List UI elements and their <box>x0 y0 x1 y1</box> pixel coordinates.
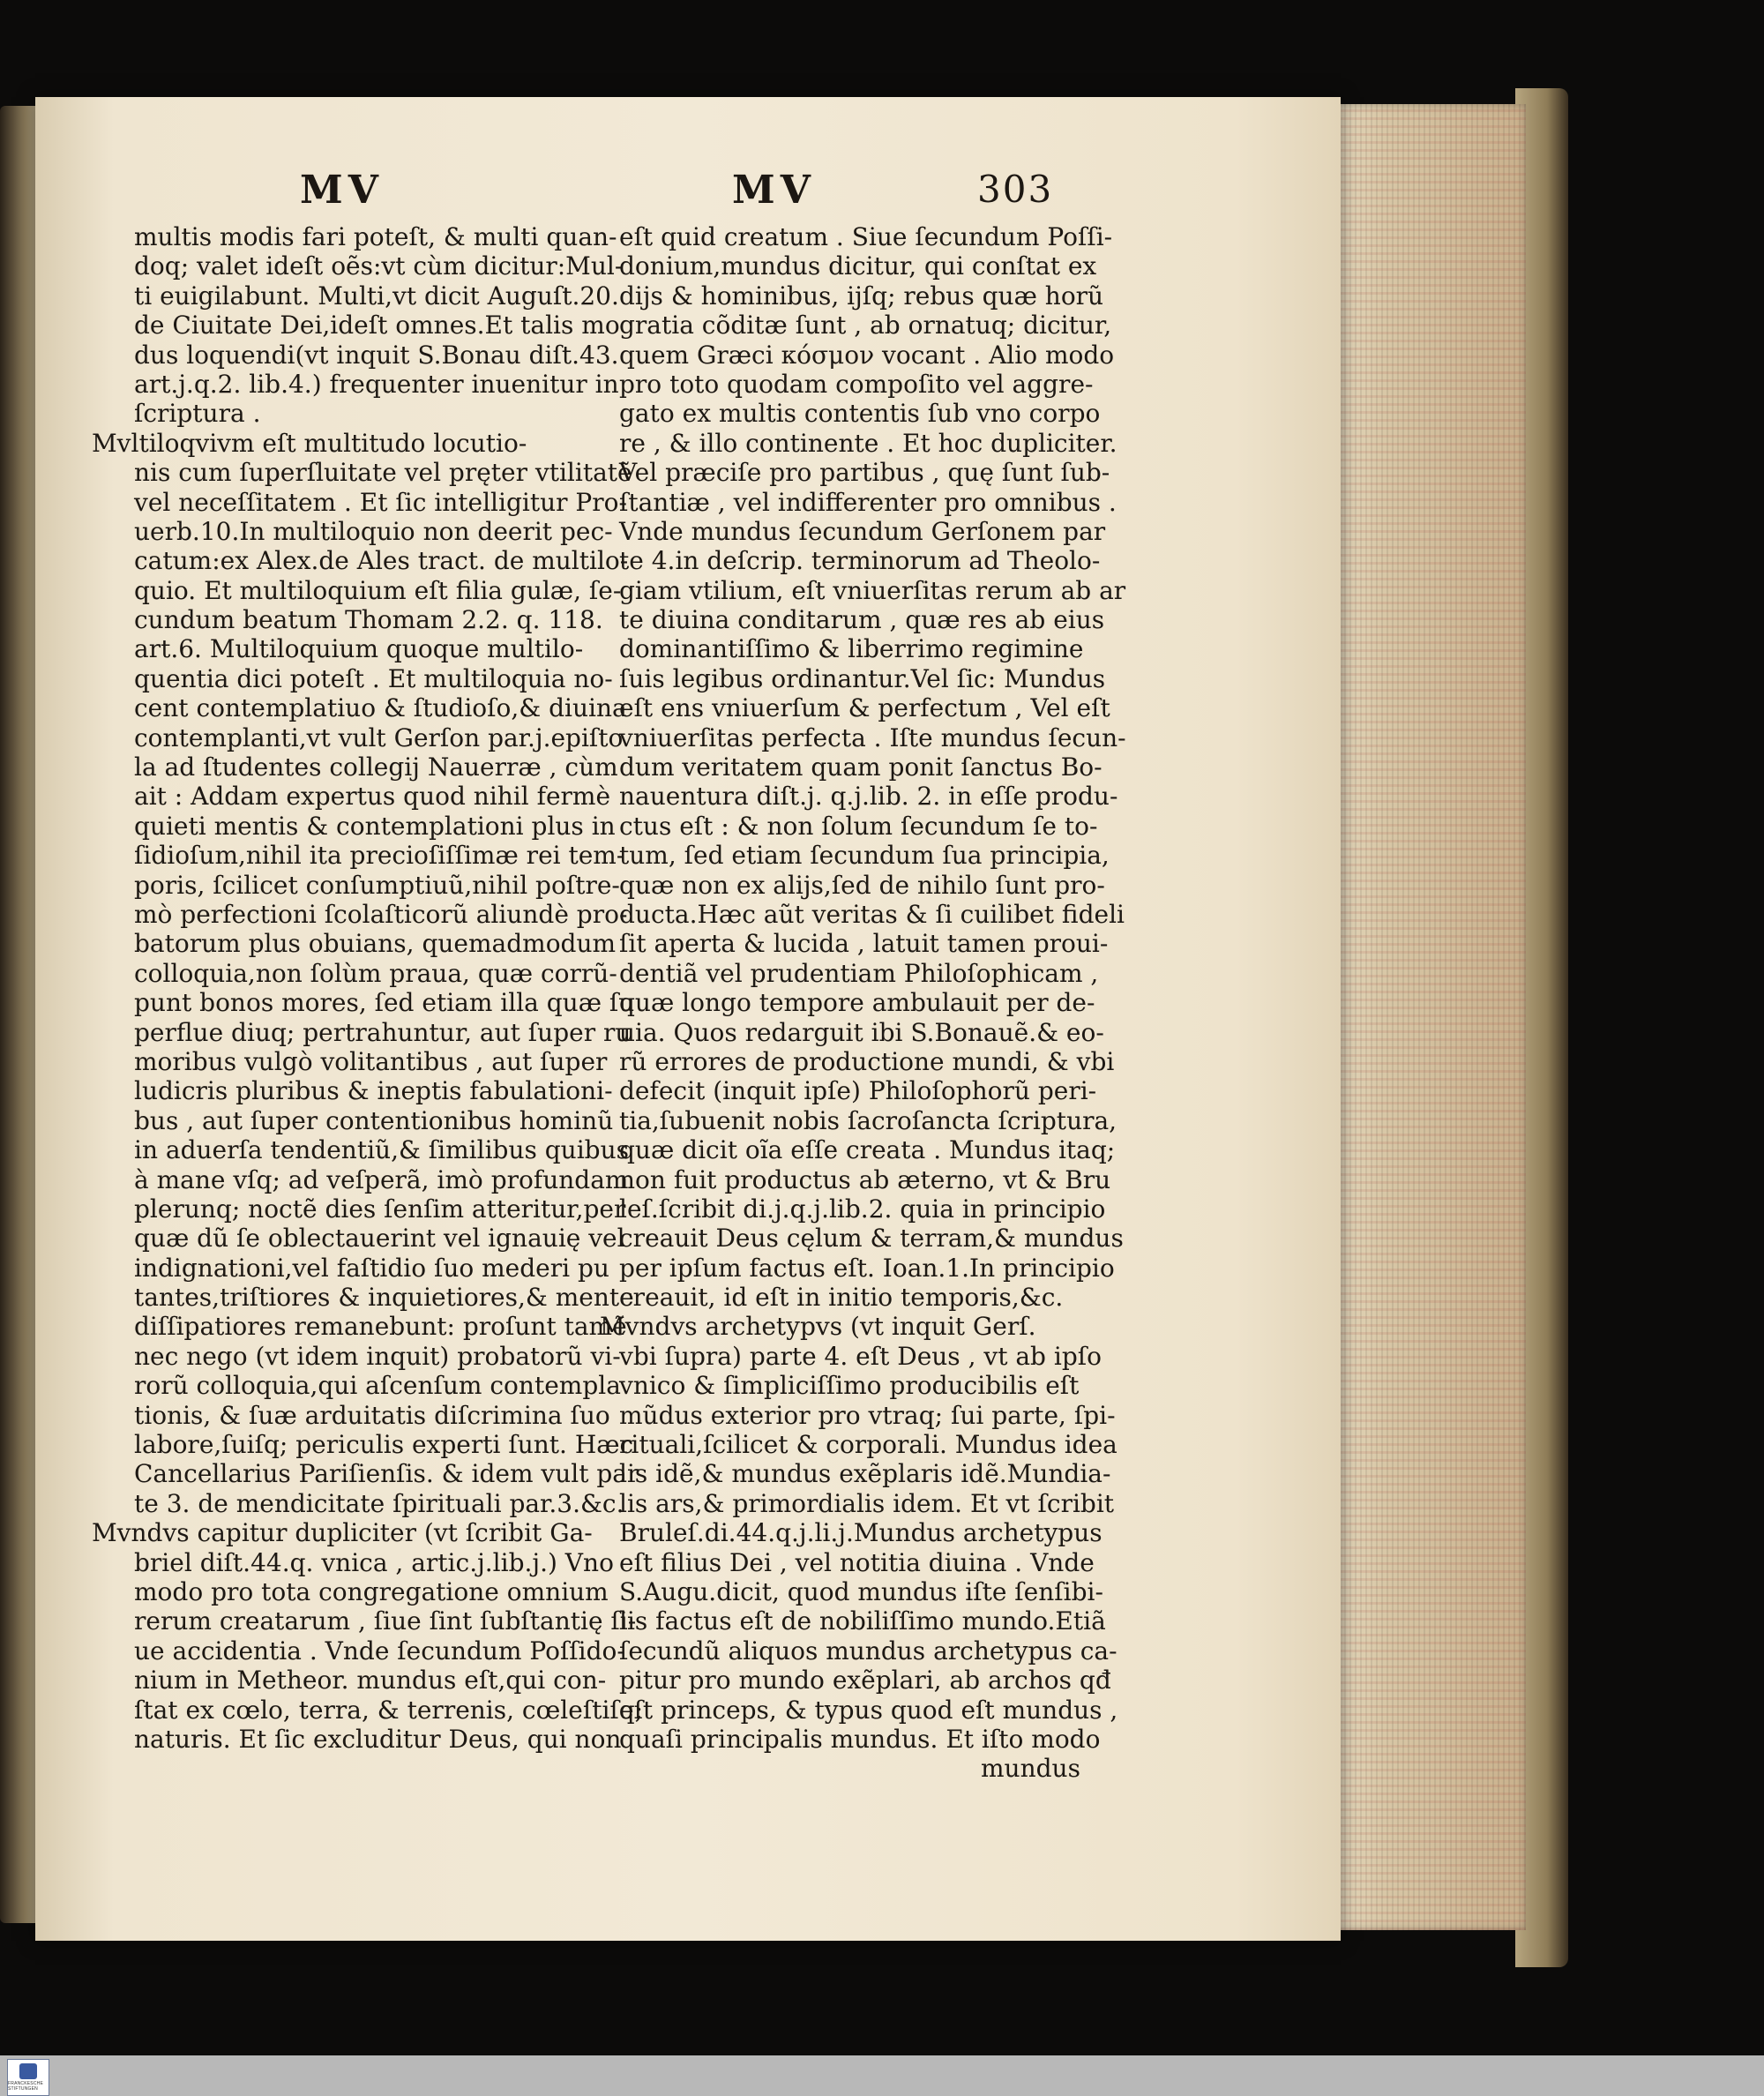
text-line: re , & illo continente . Et hoc dupliciter. <box>619 428 1117 458</box>
text-line: tum, ſed etiam ſecundum ſua principia, <box>619 841 1110 871</box>
text-line: cundum beatum Thomam 2.2. q. 118. <box>134 605 603 635</box>
text-line: multis modis fari poteſt, & multi quan- <box>134 222 617 251</box>
text-line: pro toto quodam compoſito vel aggre- <box>619 369 1094 399</box>
text-line: rerum creatarum , ſiue ſint ſubſtantię ſi- <box>134 1606 637 1636</box>
text-line: Mvltiloqvivm eſt multitudo locutio- <box>92 428 527 458</box>
text-line: Vel præciſe pro partibus , quę ſunt ſub- <box>619 458 1110 488</box>
running-head-right: MV <box>732 168 816 213</box>
text-line: ctus eſt : & non ſolum ſecundum ſe to- <box>619 811 1098 841</box>
text-line: vel neceſſitatem . Et ſic intelligitur Pro- <box>134 487 627 517</box>
text-line: dum veritatem quam ponit ſanctus Bo- <box>619 752 1102 782</box>
text-line: tionis, & ſuæ arduitatis diſcrimina ſuo <box>134 1400 610 1430</box>
text-line: Vnde mundus ſecundum Gerſonem par <box>619 516 1106 546</box>
text-line: quæ dicit oĩa eſſe creata . Mundus itaq; <box>619 1135 1116 1165</box>
text-line: briel diſt.44.q. vnica , artic.j.lib.j.) Vno <box>134 1547 614 1577</box>
right-text-column <box>600 222 1126 1784</box>
text-line: tantes,triſtiores & inquietiores,& mente <box>134 1283 634 1313</box>
text-line: lis ars,& primordialis idem. Et vt ſcribit <box>619 1488 1115 1518</box>
text-line: contemplanti,vt vult Gerſon par.j.epiſto <box>134 722 624 752</box>
text-line: quaſi principalis mundus. Et iſto modo <box>619 1724 1101 1754</box>
text-line: colloquia,non ſolùm praua, quæ corrũ- <box>134 958 617 988</box>
text-line: nium in Metheor. mundus eſt,qui con- <box>134 1666 607 1696</box>
catchword: mundus <box>981 1754 1080 1784</box>
text-line: eſt princeps, & typus quod eſt mundus , <box>619 1695 1118 1725</box>
text-line: vnico & ſimpliciſſimo producibilis eſt <box>619 1371 1080 1401</box>
text-line: ſidioſum,nihil ita precioſiſſimæ rei tem- <box>134 841 625 871</box>
text-line: la ad ſtudentes collegij Nauerræ , cùm <box>134 752 618 782</box>
text-line: dijs & hominibus, ijſq; rebus quæ horũ <box>619 281 1104 311</box>
text-line: S.Augu.dicit, quod mundus iſte ſenſibi- <box>619 1576 1103 1606</box>
text-line: lis factus eſt de nobiliſſimo mundo.Etiã <box>619 1606 1106 1636</box>
text-line: catum:ex Alex.de Ales tract. de multilo- <box>134 546 629 576</box>
text-line: Bruleſ.di.44.q.j.li.j.Mundus archetypus <box>619 1518 1102 1548</box>
text-line: nec nego (vt idem inquit) probatorũ vi- <box>134 1341 621 1371</box>
text-line: ait : Addam expertus quod nihil fermè <box>134 782 611 812</box>
page-fore-edge <box>1323 104 1526 1930</box>
text-line: quæ non ex alijs,ſed de nihilo ſunt pro- <box>619 870 1105 900</box>
text-line: mũdus exterior pro vtraq; ſui parte, ſpi- <box>619 1400 1116 1430</box>
text-line: donium,mundus dicitur, qui conſtat ex <box>619 251 1097 281</box>
text-line: quem Græci κόσμον vocant . Alio modo <box>619 340 1115 370</box>
text-line: in aduerſa tendentiũ,& ſimilibus quibus <box>134 1135 629 1165</box>
text-line: uia. Quos redarguit ibi S.Bonauẽ.& eo- <box>619 1017 1104 1047</box>
text-line: quentia dici poteſt . Et multiloquia no- <box>134 663 613 693</box>
text-line: art.j.q.2. lib.4.) frequenter inuenitur in <box>134 369 619 399</box>
text-line: pitur pro mundo exẽplari, ab archos qđ <box>619 1666 1111 1696</box>
text-line: te 4.in deſcrip. terminorum ad Theolo- <box>619 546 1101 576</box>
page-number: 303 <box>977 168 1054 211</box>
text-line: Mvndvs capitur dupliciter (vt ſcribit Ga- <box>92 1518 593 1548</box>
text-line: ſcriptura . <box>134 399 261 429</box>
text-line: indignationi,vel faſtidio ſuo mederi pu <box>134 1253 609 1283</box>
text-line: non fuit productus ab æterno, vt & Bru <box>619 1164 1111 1194</box>
text-line: de Ciuitate Dei,ideſt omnes.Et talis mo <box>134 311 620 341</box>
text-line: Mvndvs archetypvs (vt inquit Gerſ. <box>600 1312 1036 1342</box>
text-line: te diuina conditarum , quæ res ab eius <box>619 605 1105 635</box>
text-line: doq; valet ideſt oẽs:vt cùm dicitur:Mul- <box>134 251 624 281</box>
text-line: Cancellarius Pariſienſis. & idem vult par <box>134 1459 639 1489</box>
text-line: mò perfectioni ſcolaſticorũ aliundè pro- <box>134 899 628 929</box>
text-line: bus , aut ſuper contentionibus hominũ <box>134 1105 614 1135</box>
text-line: eſt filius Dei , vel notitia diuina . Vnde <box>619 1547 1095 1577</box>
text-line: dominantiſſimo & liberrimo regimine <box>619 634 1084 664</box>
text-line: defecit (inquit ipſe) Philoſophorũ peri- <box>619 1076 1097 1106</box>
text-line: quieti mentis & contemplationi plus in <box>134 811 616 841</box>
text-line: ludicris pluribus & ineptis fabulationi- <box>134 1076 613 1106</box>
text-line: perflue diuq; pertrahuntur, aut ſuper ru <box>134 1017 632 1047</box>
text-line: gratia cõditæ ſunt , ab ornatuq; dicitur, <box>619 311 1112 341</box>
viewer-footer-bar <box>0 2055 1764 2096</box>
text-line: eſt quid creatum . Siue ſecundum Poſſi- <box>619 222 1113 251</box>
text-line: ſit aperta & lucida , latuit tamen proui- <box>619 929 1109 959</box>
text-line: nauentura diſt.j. q.j.lib. 2. in eſſe produ- <box>619 782 1118 812</box>
library-emblem-icon <box>19 2063 37 2079</box>
text-line: labore,ſuiſq; periculis experti ſunt. Hæc <box>134 1430 634 1460</box>
text-line: punt bonos mores, ſed etiam illa quæ ſu <box>134 988 635 1018</box>
text-line: ſtat ex cœlo, terra, & terrenis, cœleſtiſq; <box>134 1695 644 1725</box>
text-line: quæ dũ ſe oblectauerint vel ignauię vel <box>134 1224 625 1254</box>
text-line: gato ex multis contentis ſub vno corpo <box>619 399 1101 429</box>
text-line: naturis. Et ſic excluditur Deus, qui non <box>134 1724 622 1754</box>
text-line: plerunq; noctẽ dies ſenſim atteritur,per <box>134 1194 626 1224</box>
text-line: tia,ſubuenit nobis ſacroſancta ſcriptura, <box>619 1105 1117 1135</box>
text-line: moribus vulgò volitantibus , aut ſuper <box>134 1046 608 1076</box>
library-logo-caption: FRANCKESCHE STIFTUNGEN <box>8 2081 43 2092</box>
text-line: rituali,ſcilicet & corporali. Mundus idea <box>619 1430 1117 1460</box>
text-line: ſecundũ aliquos mundus archetypus ca- <box>619 1636 1117 1666</box>
text-line: batorum plus obuians, quemadmodum <box>134 929 617 959</box>
text-line: nis cum ſuperſluitate vel pręter vtilitatẽ <box>134 458 632 488</box>
text-line: à mane vſq; ad veſperã, imò profundam <box>134 1164 629 1194</box>
running-head-left: MV <box>300 168 384 213</box>
text-line: leſ.ſcribit di.j.q.j.lib.2. quia in principio <box>619 1194 1106 1224</box>
text-line: diſſipatiores remanebunt: proſunt tamẽ <box>134 1312 627 1342</box>
text-line: creauit, id eſt in initio temporis,&c. <box>619 1283 1064 1313</box>
text-line: vbi ſupra) parte 4. eſt Deus , vt ab ipſo <box>619 1341 1102 1371</box>
text-line: ti euigilabunt. Multi,vt dicit Auguſt.20. <box>134 281 619 311</box>
text-line: modo pro tota congregatione omnium <box>134 1576 609 1606</box>
text-line: rũ errores de productione mundi, & vbi <box>619 1046 1115 1076</box>
text-line: poris, ſcilicet conſumptiuũ,nihil poſtre- <box>134 870 620 900</box>
text-line: dentiã vel prudentiam Philoſophicam , <box>619 958 1099 988</box>
text-line: vniuerſitas perfecta . Iſte mundus ſecun- <box>619 722 1126 752</box>
text-line: art.6. Multiloquium quoque multilo- <box>134 634 584 664</box>
library-logo <box>7 2059 49 2096</box>
text-line: creauit Deus cęlum & terram,& mundus <box>619 1224 1124 1254</box>
text-line: ue accidentia . Vnde ſecundum Poſſido- <box>134 1636 625 1666</box>
text-line: ſuis legibus ordinantur.Vel ſic: Mundus <box>619 663 1106 693</box>
text-line: giam vtilium, eſt vniuerſitas rerum ab ar <box>619 575 1126 605</box>
text-line: ſtantiæ , vel indifferenter pro omnibus . <box>619 487 1117 517</box>
text-line: ducta.Hæc aũt veritas & ſi cuilibet fideli <box>619 899 1125 929</box>
text-line: cent contemplatiuo & ſtudioſo,& diuina <box>134 693 627 723</box>
text-line: uerb.10.In multiloquio non deerit pec- <box>134 516 613 546</box>
text-line: lis idẽ,& mundus exẽplaris idẽ.Mundia- <box>619 1459 1111 1489</box>
text-line: dus loquendi(vt inquit S.Bonau diſt.43. <box>134 340 619 370</box>
text-line: quæ longo tempore ambulauit per de- <box>619 988 1095 1018</box>
text-line: quio. Et multiloquium eſt filia gulæ, ſe- <box>134 575 622 605</box>
text-line: eſt ens vniuerſum & perfectum , Vel eſt <box>619 693 1110 723</box>
text-line: rorũ colloquia,qui aſcenſum contempla <box>134 1371 621 1401</box>
text-line: te 3. de mendicitate ſpirituali par.3.&c. <box>134 1488 624 1518</box>
text-line: per ipſum factus eſt. Ioan.1.In principio <box>619 1253 1115 1283</box>
left-text-column <box>92 222 644 1754</box>
